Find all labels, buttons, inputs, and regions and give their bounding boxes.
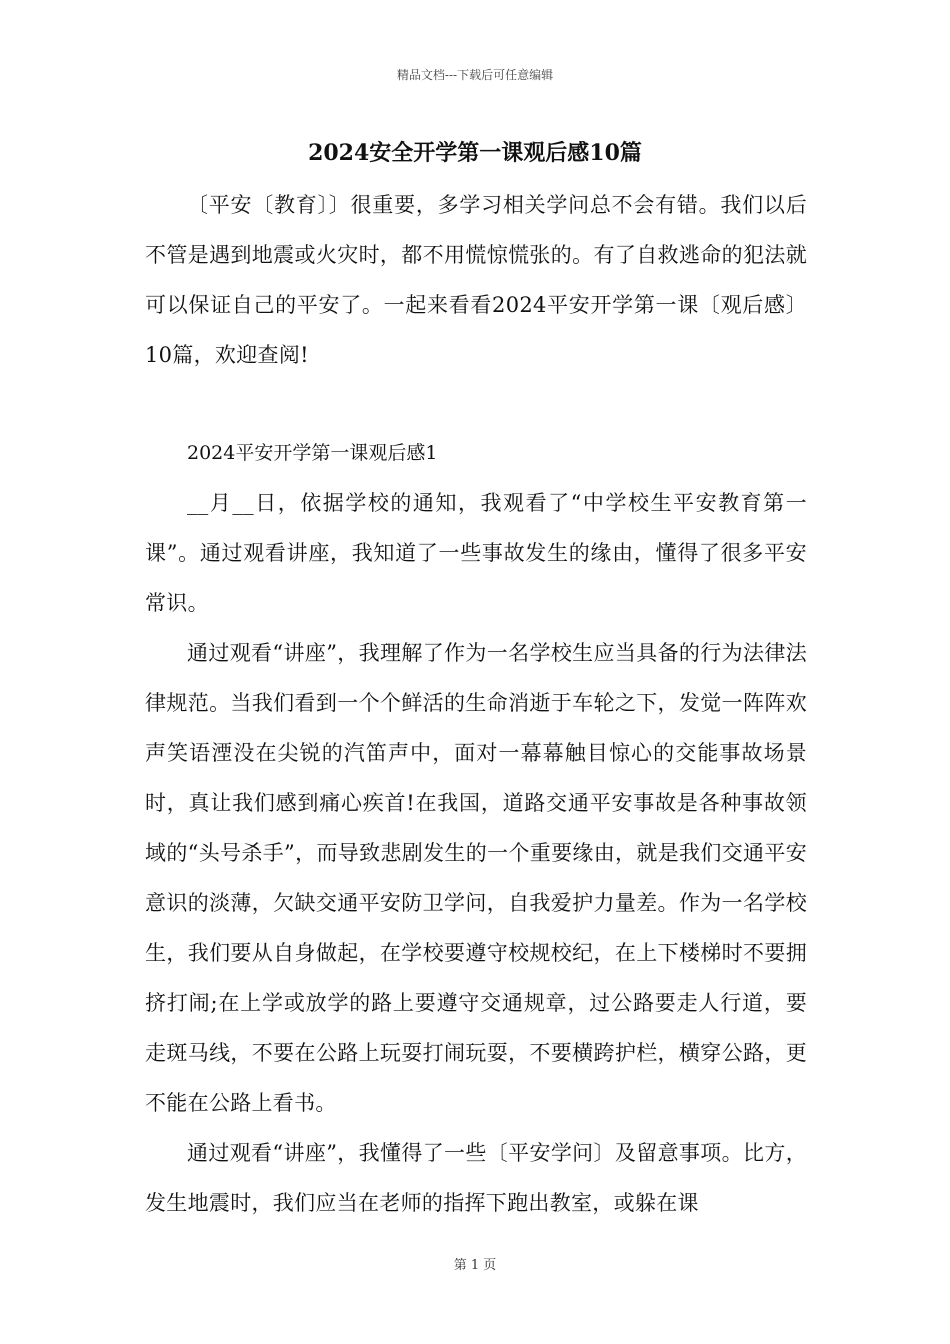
- body-paragraph: __月__日，依据学校的通知，我观看了“中学校生平安教育第一课”。通过观看讲座，我知道了一些事故发生的缘由，懂得了很多平安常识。: [145, 491, 807, 615]
- body-paragraph: 通过观看“讲座”，我理解了作为一名学校生应当具备的行为法律法律规范。当我们看到一个个鲜活的生命消逝于车轮之下，发觉一阵阵欢声笑语湮没在尖锐的汽笛声中，面对一幕幕触目惊心的交能事故场景时，真让我们感到痛心疾首!在我国，道路交通平安事故是各种事故领域的“头号杀手”，而导致悲剧发生的一个重要缘由，就是我们交通平安意识的淡薄，欠缺交通平安防卫学问，自我爱护力量差。作为一名学校生，我们要从自身做起，在学校要遵守校规校纪，在上下楼梯时不要拥挤打闹;在上学或放学的路上要遵守交通规章，过公路要走人行道，要走斑马线，不要在公路上玩耍打闹玩耍，不要横跨护栏，横穿公路，更不能在公路上看书。: [145, 641, 807, 1115]
- intro-paragraph: 〔平安〔教育〕〕很重要，多学习相关学问总不会有错。我们以后不管是遇到地震或火灾时，都不用慌惊慌张的。有了自救逃命的犯法就可以保证自己的平安了。一起来看看2024平安开学第一课〔观后感〕10篇，欢迎查阅!: [145, 193, 807, 367]
- page-number: 第 1 页: [453, 1258, 497, 1273]
- document-body: [145, 180, 807, 1228]
- body-paragraph: 通过观看“讲座”，我懂得了一些〔平安学问〕及留意事项。比方，发生地震时，我们应当在老师的指挥下跑出教室，或躲在课: [145, 1141, 807, 1215]
- page-header: 精品文档---下载后可任意编辑: [396, 68, 554, 82]
- document-title: 2024安全开学第一课观后感10篇: [308, 140, 642, 166]
- section-heading: 2024平安开学第一课观后感1: [187, 442, 438, 464]
